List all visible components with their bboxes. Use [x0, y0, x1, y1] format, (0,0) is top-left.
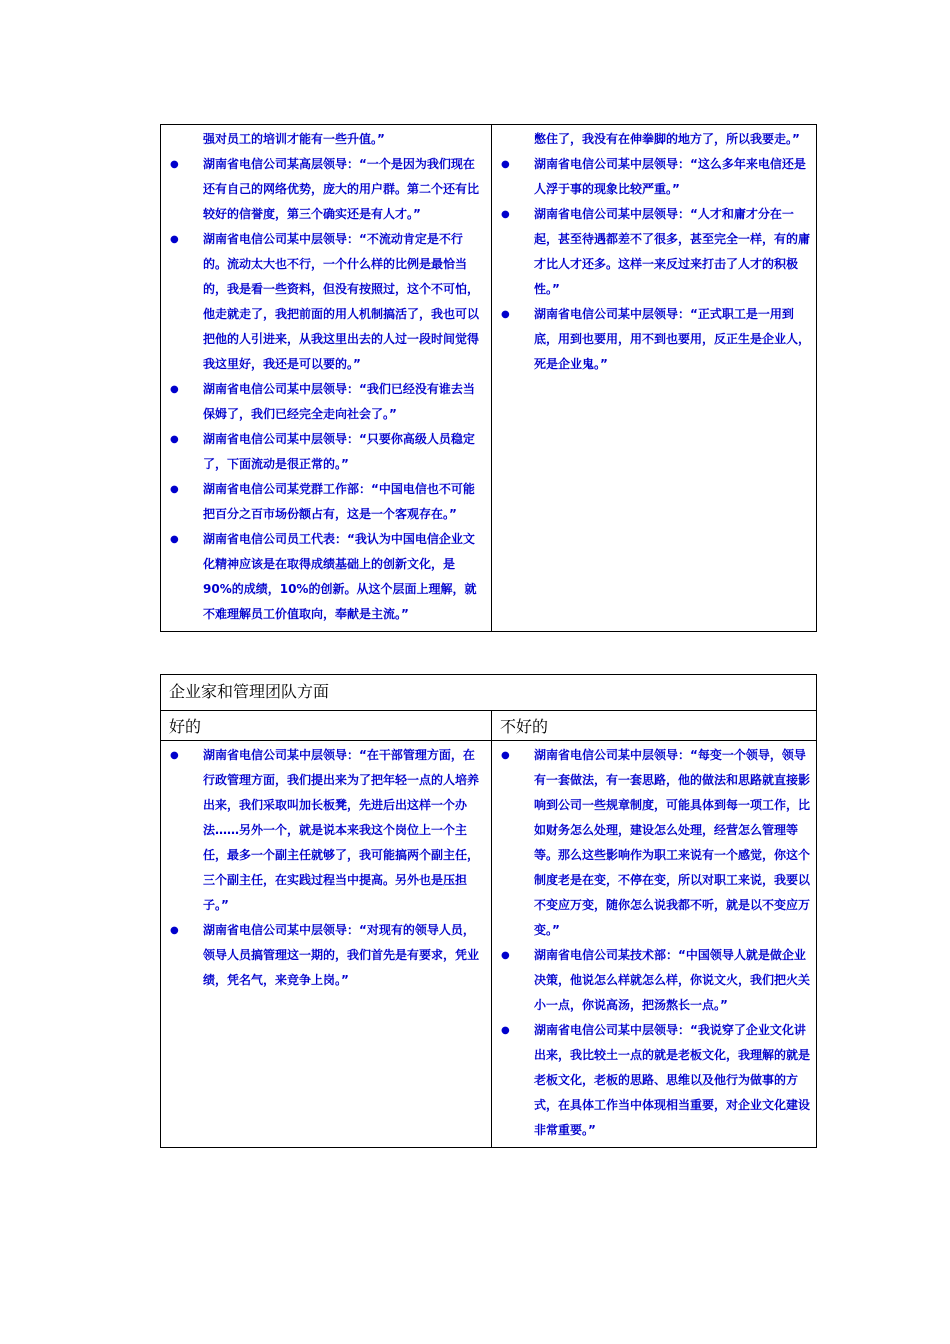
- list-item: ● 湖南省电信公司某中层领导：“只要你高级人员稳定了，下面流动是很正常的。”: [161, 427, 485, 477]
- bad-list: [492, 741, 816, 1147]
- good-column: [161, 741, 492, 1148]
- list-item: 强对员工的培训才能有一些升值。”: [203, 132, 385, 146]
- management-team-table: [160, 674, 817, 1148]
- bad-column-continued: [492, 125, 817, 632]
- list-item: ● 湖南省电信公司某中层领导：“对现有的领导人员，领导人员搞管理这一期的，我们首先是有要求，凭业绩，凭名气，来竞争上岗。”: [161, 918, 485, 993]
- list-item: ● 湖南省电信公司某技术部：“中国领导人就是做企业决策，他说怎么样就怎么样，你说文火，我们把火关小一点，你说高汤，把汤熬长一点。”: [492, 943, 810, 1018]
- table-continued: [160, 124, 817, 632]
- good-header: 好的: [161, 711, 492, 741]
- list-item: ● 湖南省电信公司某中层领导：“我们已经没有谁去当保姆了，我们已经完全走向社会了。”: [161, 377, 485, 427]
- bad-header: 不好的: [492, 711, 817, 741]
- list-item: ● 湖南省电信公司某中层领导：“每变一个领导，领导有一套做法，有一套思路，他的做法和思路就直接影响到公司一些规章制度，可能具体到每一项工作，比如财务怎么处理，建设怎么处理，经营怎么管理等等。那么这些影响作为职工来说有一个感觉，你这个制度老是在变，不停在变，所以对职工来说，我要以不变应万变，随你怎么说我都不听，就是以不变应万变。”: [492, 743, 810, 943]
- list-item: ● 湖南省电信公司某中层领导：“我说穿了企业文化讲出来，我比较土一点的就是老板文化，我理解的就是老板文化，老板的思路、思维以及他行为做事的方式，在具体工作当中体现相当重要，对企业文化建设非常重要。”: [492, 1018, 810, 1143]
- bad-list-continued: [492, 125, 816, 381]
- good-list-continued: [161, 125, 491, 631]
- list-item: ● 湖南省电信公司某中层领导：“人才和庸才分在一起，甚至待遇都差不了很多，甚至完全一样，有的庸才比人才还多。这样一来反过来打击了人才的积极性。”: [492, 202, 810, 302]
- list-item: ● 湖南省电信公司某中层领导：“正式职工是一用到底，用到也要用，用不到也要用，反正生是企业人，死是企业鬼。”: [492, 302, 810, 377]
- good-list: [161, 741, 491, 997]
- list-item: ● 湖南省电信公司某中层领导：“这么多年来电信还是人浮于事的现象比较严重。”: [492, 152, 810, 202]
- list-item: ● 湖南省电信公司某中层领导：“不流动肯定是不行的。流动太大也不行，一个什么样的比例是最恰当的，我是看一些资料，但没有按照过，这个不可怕，他走就走了，我把前面的用人机制搞活了，我也可以把他的人引进来，从我这里出去的人过一段时间觉得我这里好，我还是可以要的。”: [161, 227, 485, 377]
- list-item: 憋住了，我没有在伸拳脚的地方了，所以我要走。”: [534, 132, 800, 146]
- list-item: ● 湖南省电信公司某党群工作部：“中国电信也不可能把百分之百市场份额占有，这是一个客观存在。”: [161, 477, 485, 527]
- section-title: 企业家和管理团队方面: [161, 675, 817, 711]
- bad-column: [492, 741, 817, 1148]
- good-column-continued: [161, 125, 492, 632]
- list-item: ● 湖南省电信公司某中层领导：“在干部管理方面，在行政管理方面，我们提出来为了把年轻一点的人培养出来，我们采取叫加长板凳，先进后出这样一个办法……另外一个，就是说本来我这个岗位上一个主任，最多一个副主任就够了，我可能搞两个副主任，三个副主任，在实践过程当中提高。另外也是压担子。”: [161, 743, 485, 918]
- list-item: ● 湖南省电信公司员工代表：“我认为中国电信企业文化精神应该是在取得成绩基础上的创新文化，是 90%的成绩，10%的创新。从这个层面上理解，就不难理解员工价值取向，奉献是主流。”: [161, 527, 485, 627]
- list-item: ● 湖南省电信公司某高层领导：“一个是因为我们现在还有自己的网络优势，庞大的用户群。第二个还有比较好的信誉度，第三个确实还是有人才。”: [161, 152, 485, 227]
